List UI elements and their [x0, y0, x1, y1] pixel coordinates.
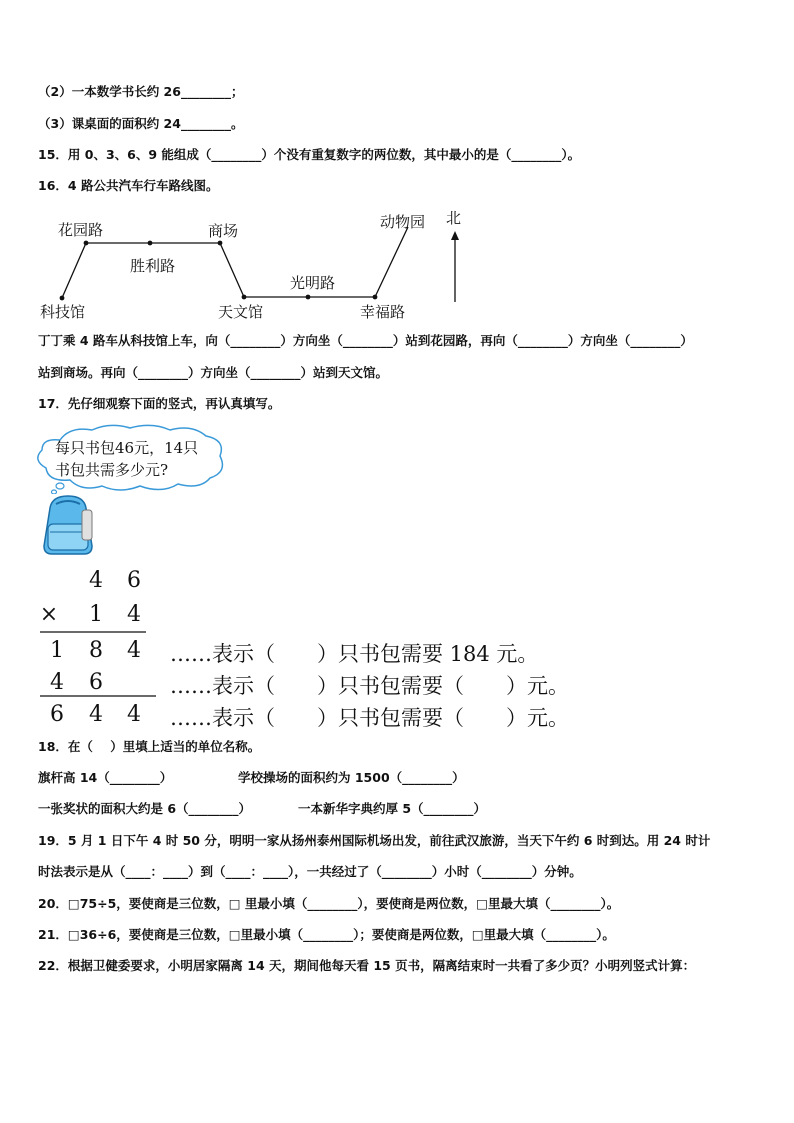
backpack-icon	[38, 494, 98, 556]
q14-item-2: （2）一本数学书长约 26________；	[38, 84, 244, 99]
explanation-1: ……表示（ ）只书包需要 184 元。	[170, 642, 539, 666]
q19-line-b: 时法表示是从（____：____）到（____：____），一共经过了（________）小时（________）分钟。	[38, 864, 582, 879]
vertical-multiplication	[38, 566, 168, 736]
q18-item-a: 旗杆高 14（________）	[38, 770, 173, 785]
row4-digit: 4	[50, 670, 64, 695]
bubble-text	[55, 437, 205, 481]
q18-item-c: 一张奖状的面积大约是 6（________）	[38, 801, 252, 816]
q14-item-3: （3）课桌面的面积约 24________。	[38, 116, 244, 131]
q19-line-a: 19．5 月 1 日下午 4 时 50 分，明明一家从扬州泰州国际机场出发，前往武汉旅游，当天下午约 6 时到达。用 24 时计	[38, 833, 711, 848]
row1-digit: 6	[127, 568, 141, 593]
q16-line-b: 站到商场。再向（________）方向坐（________）站到天文馆。	[38, 365, 389, 380]
row1-digit: 4	[89, 568, 103, 593]
row2-digit: 4	[127, 602, 141, 627]
stop-xingfulu: 幸福路	[360, 303, 406, 321]
row5-digit: 4	[89, 702, 103, 727]
q18-item-d: 一本新华字典约厚 5（________）	[298, 801, 487, 816]
q18-item-b: 学校操场的面积约为 1500（________）	[238, 770, 465, 785]
q16-line-a: 丁丁乘 4 路车从科技馆上车，向（________）方向坐（________）站到花园路，再向（________）方向坐（________）	[38, 333, 693, 348]
row5-digit: 4	[127, 702, 141, 727]
explanation-3: ……表示（ ）只书包需要（ ）元。	[170, 706, 569, 730]
q18-text: 18．在（ ）里填上适当的单位名称。	[38, 739, 261, 754]
stop-kejiguan: 科技馆	[40, 303, 86, 321]
explanation-2: ……表示（ ）只书包需要（ ）元。	[170, 674, 569, 698]
row3-digit: 8	[89, 638, 103, 663]
bubble-line-2: 书包共需多少元?	[55, 461, 169, 479]
q20-text: 20．□75÷5，要使商是三位数，□ 里最小填（________），要使商是两位数，□里最大填（________）。	[38, 896, 620, 911]
row4-digit: 6	[89, 670, 103, 695]
north-label: 北	[446, 209, 462, 227]
q21-text: 21．□36÷6，要使商是三位数，□里最小填（________）；要使商是两位数，□里最大填（________）。	[38, 927, 615, 942]
q22-text: 22．根据卫健委要求，小明居家隔离 14 天，期间他每天看 15 页书，隔离结束时一共看了多少页？小明列竖式计算：	[38, 958, 696, 973]
stop-shangchang: 商场	[208, 222, 239, 240]
stop-huayuanlu: 花园路	[58, 221, 104, 239]
row2-digit: 1	[89, 602, 103, 627]
row5-digit: 6	[50, 702, 64, 727]
row3-digit: 4	[127, 638, 141, 663]
bus-route-map	[30, 205, 490, 330]
bubble-line-1: 每只书包46元，14只	[55, 439, 199, 457]
q17-text: 17．先仔细观察下面的竖式，再认真填写。	[38, 396, 281, 411]
stop-shenglilu: 胜利路	[130, 257, 176, 275]
stop-dongwuyuan: 动物园	[380, 213, 426, 231]
stop-guangminglu: 光明路	[290, 274, 336, 292]
stop-tianwenguan: 天文馆	[218, 303, 264, 321]
q15-text: 15．用 0、3、6、9 能组成（________）个没有重复数字的两位数，其中最小的是（________）。	[38, 147, 581, 162]
row3-digit: 1	[50, 638, 64, 663]
q16-text: 16．4 路公共汽车行车路线图。	[38, 178, 219, 193]
times-sign: ×	[39, 602, 59, 627]
